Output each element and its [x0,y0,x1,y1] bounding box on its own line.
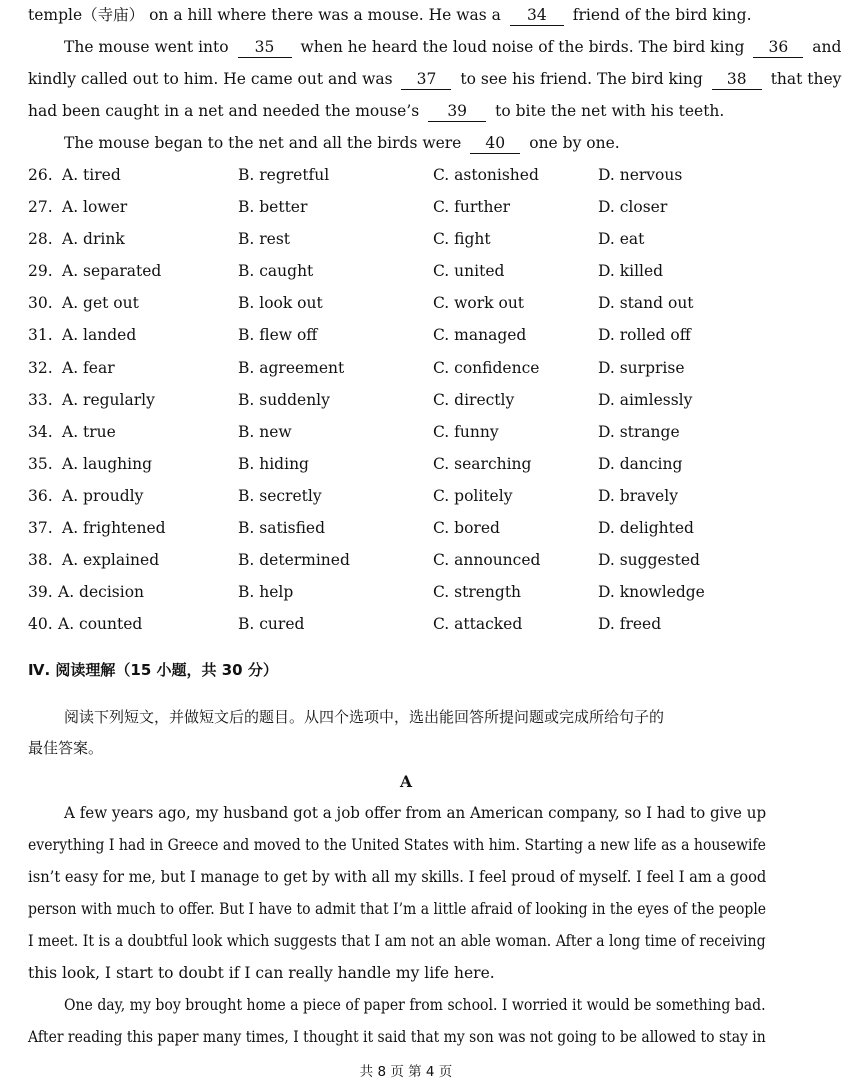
option-b: B. suddenly [238,391,330,409]
option-b: B. secretly [238,487,322,505]
question-number: 39. [28,583,53,601]
option-a: A. true [62,423,116,441]
passage-line-1 [28,3,766,27]
option-a: A. regularly [62,391,155,409]
option-a: A. lower [62,198,128,216]
blank-40: 40 [470,133,520,154]
option-c: C. managed [433,326,527,344]
option-d: D. stand out [598,294,694,312]
question-number: 35. [28,455,53,473]
blank-39: 39 [428,101,486,122]
option-d: D. surprise [598,359,685,377]
blank-38: 38 [712,69,762,90]
option-c: C. fight [433,230,491,248]
question-number: 38. [28,551,53,569]
option-b: B. help [238,583,294,601]
passage-line-2 [64,35,842,59]
text-segment: friend of the bird king. [572,6,752,24]
option-b: B. new [238,423,292,441]
option-a: A. drink [62,230,125,248]
option-b: B. rest [238,230,291,248]
option-d: D. closer [598,198,668,216]
blank-35: 35 [238,37,292,58]
text-segment: that they [770,70,842,88]
passage-line-5 [64,131,766,155]
passage-a-line: A few years ago, my husband got a job offer from an American company, so I had to give up [64,804,767,822]
option-c: C. work out [433,294,525,312]
option-b: B. better [238,198,308,216]
blank-36: 36 [753,37,803,58]
text-segment: The mouse began to the net and all the birds were [64,134,462,152]
question-number: 28. [28,230,53,248]
question-number: 30. [28,294,53,312]
option-a: A. frightened [62,519,166,537]
option-b: B. determined [238,551,350,569]
option-a: A. counted [58,615,143,633]
option-c: C. searching [433,455,532,473]
text-segment: to see his friend. The bird king [460,70,703,88]
option-a: A. tired [62,166,121,184]
option-d: D. dancing [598,455,683,473]
passage-a-line: isn’t easy for me, but I manage to get by with all my skills. I feel proud of myself. I feel I am a good [28,868,767,886]
option-a: A. landed [62,326,137,344]
option-b: B. satisfied [238,519,326,537]
option-a: A. decision [58,583,145,601]
text-segment: one by one. [529,134,620,152]
option-b: B. cured [238,615,305,633]
option-c: C. politely [433,487,513,505]
section-instructions-line-1: 阅读下列短文，并做短文后的题目。从四个选项中，选出能回答所提问题或完成所给句子的 [64,708,665,726]
option-a: A. explained [62,551,160,569]
option-c: C. confidence [433,359,540,377]
passage-a-line: I meet. It is a doubtful look which suggests that I am not an able woman. After a long time of receiving [28,932,766,950]
passage-a-line: everything I had in Greece and moved to the United States with him. Starting a new life as a housewife [28,836,766,854]
option-c: C. attacked [433,615,523,633]
option-d: D. knowledge [598,583,705,601]
text-segment: kindly called out to him. He came out and was [28,70,393,88]
text-segment: The mouse went into [64,38,229,56]
question-number: 33. [28,391,53,409]
option-b: B. flew off [238,326,318,344]
option-d: D. aimlessly [598,391,693,409]
option-c: C. united [433,262,505,280]
question-number: 31. [28,326,53,344]
text-segment: to bite the net with his teeth. [495,102,725,120]
option-d: D. delighted [598,519,694,537]
text-segment: and [812,38,842,56]
blank-34: 34 [510,5,564,26]
passage-a-line: After reading this paper many times, I thought it said that my son was not going to be allowed to stay in [28,1028,766,1046]
passage-label: A [399,772,413,791]
option-c: C. strength [433,583,522,601]
question-number: 34. [28,423,53,441]
option-a: A. separated [62,262,162,280]
blank-37: 37 [401,69,451,90]
option-c: C. funny [433,423,499,441]
option-d: D. killed [598,262,664,280]
option-d: D. bravely [598,487,678,505]
section-instructions-line-2: 最佳答案。 [28,739,104,757]
question-number: 32. [28,359,53,377]
text-segment: had been caught in a net and needed the mouse’s [28,102,420,120]
option-b: B. caught [238,262,314,280]
passage-a-line: person with much to offer. But I have to admit that I’m a little afraid of looking in the eyes of the people [28,900,767,918]
question-number: 36. [28,487,53,505]
section-title: Ⅳ. 阅读理解（15 小题，共 30 分） [28,661,278,679]
question-number: 40. [28,615,53,633]
question-number: 26. [28,166,53,184]
option-d: D. freed [598,615,662,633]
option-d: D. nervous [598,166,683,184]
option-c: C. bored [433,519,500,537]
option-d: D. eat [598,230,645,248]
option-d: D. suggested [598,551,700,569]
page-footer: 共 8 页 第 4 页 [359,1064,453,1080]
option-b: B. look out [238,294,323,312]
option-a: A. fear [62,359,115,377]
option-b: B. agreement [238,359,345,377]
option-a: A. proudly [62,487,144,505]
option-d: D. rolled off [598,326,691,344]
text-segment: when he heard the loud noise of the birds. The bird king [300,38,745,56]
option-c: C. astonished [433,166,539,184]
option-d: D. strange [598,423,680,441]
option-b: B. hiding [238,455,309,473]
option-c: C. further [433,198,511,216]
passage-line-3 [28,67,842,91]
option-b: B. regretful [238,166,330,184]
question-number: 37. [28,519,53,537]
passage-a-line: One day, my boy brought home a piece of paper from school. I worried it would be something bad. [64,996,766,1014]
option-a: A. get out [62,294,139,312]
question-number: 29. [28,262,53,280]
passage-line-4 [28,99,766,123]
option-c: C. announced [433,551,541,569]
passage-a-line: this look, I start to doubt if I can really handle my life here. [28,964,495,982]
option-c: C. directly [433,391,515,409]
text-segment: temple（寺庙） on a hill where there was a mouse. He was a [28,6,501,24]
question-number: 27. [28,198,53,216]
option-a: A. laughing [62,455,152,473]
